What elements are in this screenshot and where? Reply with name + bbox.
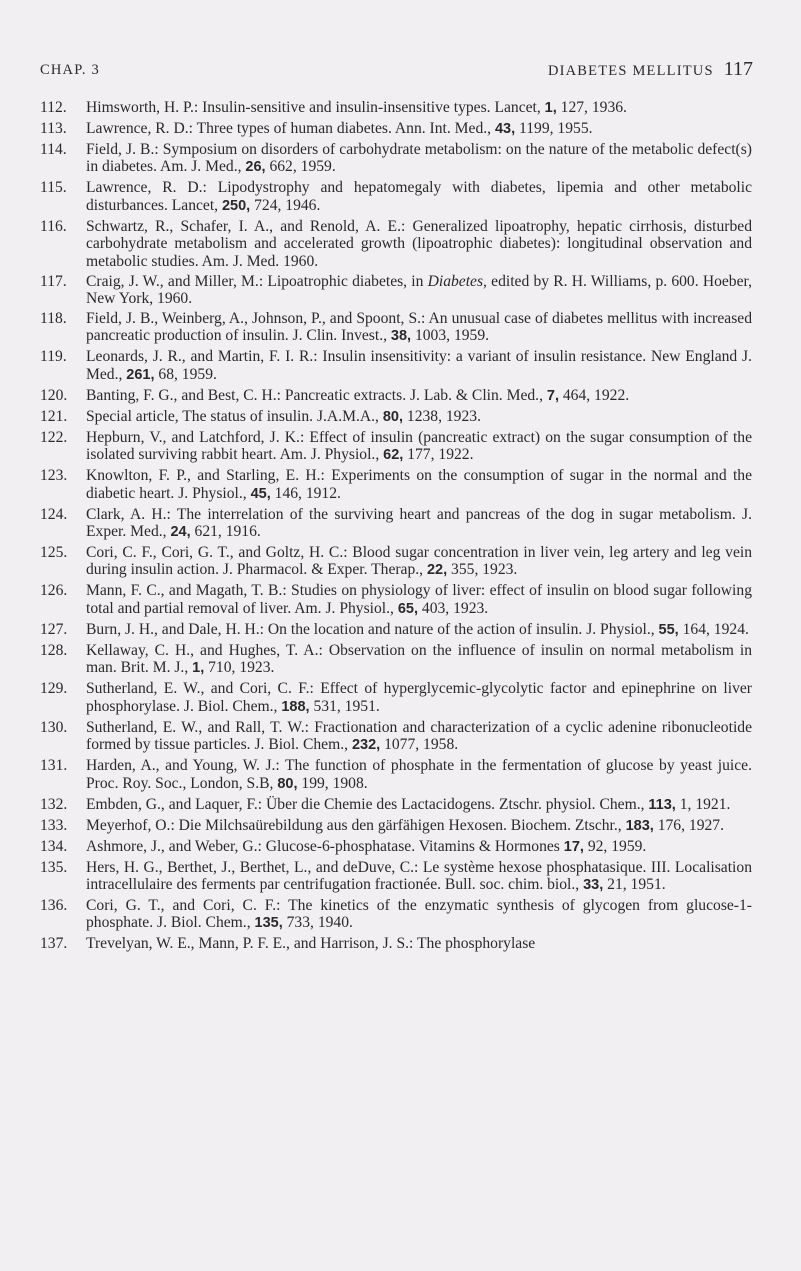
reference-volume: 1, (192, 660, 205, 677)
reference-entry (40, 582, 752, 618)
reference-volume: 55, (658, 621, 679, 638)
reference-number: 122. (40, 428, 68, 446)
reference-number: 124. (40, 505, 68, 523)
reference-volume: 1, (544, 100, 557, 116)
reference-pages-year: 355, 1923. (447, 561, 518, 579)
reference-entry (40, 348, 752, 384)
reference-entry (40, 429, 752, 465)
reference-number: 126. (40, 582, 68, 600)
reference-number: 118. (40, 310, 67, 328)
reference-number: 117. (40, 272, 67, 290)
reference-number: 120. (40, 386, 68, 404)
reference-text: Kellaway, C. H., and Hughes, T. A.: Observation on the influence of insulin on normal metabolism in man. Brit. M. J., (86, 641, 752, 677)
reference-text: Clark, A. H.: The interrelation of the surviving heart and pancreas of the dog in sugar metabolism. J. Exper. Med., (86, 505, 752, 541)
reference-pages-year: 621, 1916. (190, 523, 261, 541)
reference-entry (40, 621, 752, 639)
chapter-label: CHAP. 3 (40, 62, 100, 78)
reference-pages-year: 1238, 1923. (403, 407, 481, 425)
reference-entry (40, 719, 752, 755)
reference-number: 125. (40, 544, 68, 562)
reference-volume: 7, (546, 387, 559, 404)
reference-text: Field, J. B., Weinberg, A., Johnson, P., and Spoont, S.: An unusual case of diabetes mellitus with increased pancreatic production of insulin. J. Clin. Invest., (86, 310, 752, 345)
reference-number: 121. (40, 407, 68, 425)
reference-text: Sutherland, E. W., and Rall, T. W.: Fractionation and characterization of a cyclic adenine ribonucleotide formed by tissue particles. J. Biol. Chem., (86, 718, 752, 754)
reference-volume: 232, (351, 737, 381, 754)
reference-pages-year: 146, 1912. (270, 484, 341, 502)
reference-volume: 62, (383, 447, 404, 464)
reference-entry (40, 141, 752, 177)
reference-volume: 22, (426, 562, 448, 579)
reference-volume: 65, (397, 600, 419, 617)
reference-entry (40, 467, 752, 503)
reference-number: 112. (40, 99, 67, 116)
reference-pages-year: 127, 1936. (556, 99, 627, 116)
reference-number: 128. (40, 641, 68, 659)
reference-entry (40, 218, 752, 270)
reference-number: 131. (40, 757, 68, 775)
reference-number: 136. (40, 896, 68, 914)
reference-entry (40, 544, 752, 580)
reference-entry (40, 408, 752, 426)
reference-text: Special article, The status of insulin. J.A.M.A., (86, 407, 383, 425)
reference-pages-year: 464, 1922. (558, 386, 630, 404)
reference-entry (40, 120, 752, 138)
reference-list (40, 99, 752, 955)
reference-text: Sutherland, E. W., and Cori, C. F.: Effect of hyperglycemic-glycolytic factor and epinephrine on liver phosphorylase. J. Biol. Chem., (86, 680, 752, 715)
reference-volume: 183, (625, 817, 654, 834)
reference-number: 114. (40, 141, 67, 158)
reference-volume: 188, (281, 698, 310, 715)
reference-entry (40, 859, 752, 895)
reference-text: Hers, H. G., Berthet, J., Berthet, L., and deDuve, C.: Le système hexose phosphatasique. III. Localisation intracellulaire des ferments par centrifugation fractionée. Bull. soc. chim. biol., (86, 858, 752, 893)
reference-text: Knowlton, F. P., and Starling, E. H.: Experiments on the consumption of sugar in the normal and the diabetic heart. J. Physiol., (86, 467, 752, 502)
reference-volume: 113, (648, 796, 676, 813)
reference-volume: 45, (250, 485, 271, 502)
reference-text: Burn, J. H., and Dale, H. H.: On the location and nature of the action of insulin. J. Physiol., (86, 620, 659, 638)
reference-pages-year: 176, 1927. (653, 816, 724, 834)
reference-entry (40, 387, 752, 405)
reference-pages-year: 1077, 1958. (380, 736, 459, 754)
reference-text: Meyerhof, O.: Die Milchsaürebildung aus den gärfähigen Hexosen. Biochem. Ztschr., (86, 816, 626, 834)
reference-number: 135. (40, 858, 68, 876)
reference-text: Field, J. B.: Symposium on disorders of carbohydrate metabolism: on the nature of the metabolic defect(s) in diabetes. Am. J. Med., (86, 141, 752, 176)
reference-entry (40, 179, 752, 215)
reference-pages-year: 1199, 1955. (515, 120, 593, 137)
reference-volume: 250, (221, 197, 251, 214)
reference-text: Mann, F. C., and Magath, T. B.: Studies on physiology of liver: effect of insulin on blood sugar following total and partial removal of liver. Am. J. Physiol., (86, 582, 752, 617)
reference-volume: 33, (583, 876, 604, 893)
reference-volume: 26, (245, 159, 266, 176)
reference-entry (40, 817, 752, 835)
reference-entry (40, 935, 752, 952)
reference-number: 137. (40, 935, 68, 953)
reference-number: 134. (40, 837, 68, 855)
reference-pages-year: 403, 1923. (418, 599, 489, 617)
reference-entry (40, 757, 752, 793)
reference-number: 113. (40, 120, 67, 137)
reference-text: Cori, C. F., Cori, G. T., and Goltz, H. C.: Blood sugar concentration in liver vein, leg artery and leg vein during insulin action. J. Pharmacol. & Exper. Therap., (86, 544, 752, 579)
reference-entry (40, 273, 752, 308)
reference-text: Craig, J. W., and Miller, M.: Lipoatrophic diabetes, in (86, 272, 428, 290)
reference-volume: 261, (126, 366, 155, 383)
reference-number: 116. (40, 217, 67, 235)
reference-number: 119. (40, 348, 67, 366)
reference-volume: 24, (170, 524, 191, 541)
reference-entry (40, 838, 752, 856)
reference-book-title: Diabetes, (427, 272, 487, 290)
reference-number: 129. (40, 680, 68, 698)
running-title (548, 58, 753, 81)
reference-volume: 38, (390, 328, 412, 345)
reference-volume: 80, (277, 775, 298, 792)
reference-number: 133. (40, 816, 68, 834)
reference-entry (40, 796, 752, 814)
reference-text: Hepburn, V., and Latchford, J. K.: Effect of insulin (pancreatic extract) on the sugar consumption of the isolated surviving rabbit heart. Am. J. Physiol., (86, 428, 752, 464)
reference-number: 127. (40, 620, 68, 638)
reference-pages-year: 177, 1922. (403, 446, 474, 464)
reference-pages-year: 68, 1959. (154, 365, 217, 383)
reference-text: edited by R. H. Williams, p. 600. Hoeber, New York, 1960. (86, 272, 752, 308)
reference-text: Harden, A., and Young, W. J.: The function of phosphate in the fermentation of glucose by yeast juice. Proc. Roy. Soc., London, S.B, (86, 757, 752, 792)
reference-volume: 135, (254, 915, 283, 932)
reference-pages-year: 1, 1921. (675, 795, 731, 813)
reference-entry (40, 680, 752, 716)
section-title: DIABETES MELLITUS (547, 63, 714, 79)
reference-text: Lawrence, R. D.: Three types of human diabetes. Ann. Int. Med., (86, 120, 495, 137)
reference-entry (40, 642, 752, 678)
reference-pages-year: 710, 1923. (204, 659, 275, 677)
reference-number: 115. (40, 179, 67, 197)
reference-text: Trevelyan, W. E., Mann, P. F. E., and Harrison, J. S.: The phosphorylase (86, 935, 536, 953)
reference-number: 132. (40, 795, 68, 813)
reference-pages-year: 199, 1908. (297, 774, 368, 792)
reference-pages-year: 92, 1959. (583, 837, 647, 855)
reference-text: Ashmore, J., and Weber, G.: Glucose-6-phosphatase. Vitamins & Hormones (86, 837, 564, 855)
reference-pages-year: 733, 1940. (282, 914, 353, 932)
reference-text: Banting, F. G., and Best, C. H.: Pancreatic extracts. J. Lab. & Clin. Med., (86, 386, 547, 404)
reference-volume: 80, (382, 408, 403, 425)
reference-volume: 43, (494, 121, 516, 137)
reference-pages-year: 21, 1951. (603, 875, 666, 893)
reference-text: Leonards, J. R., and Martin, F. I. R.: Insulin insensitivity: a variant of insulin resistance. New England J. Med., (86, 348, 752, 383)
reference-pages-year: 1003, 1959. (411, 327, 490, 345)
reference-text: Schwartz, R., Schafer, I. A., and Renold, A. E.: Generalized lipoatrophy, hepatic cirrhosis, disturbed carbohydrate metabolism and accelerated growth (lipoatrophic diabetes): longitudinal observation and metabolic studies. Am. J. Med. 1960. (86, 217, 752, 270)
reference-number: 130. (40, 718, 68, 736)
reference-text: Himsworth, H. P.: Insulin-sensitive and insulin-insensitive types. Lancet, (86, 99, 545, 116)
reference-pages-year: 724, 1946. (250, 196, 321, 214)
reference-entry (40, 99, 752, 117)
reference-pages-year: 531, 1951. (309, 697, 380, 715)
reference-entry (40, 506, 752, 542)
running-header (40, 58, 753, 88)
reference-entry (40, 310, 752, 346)
reference-text: Lawrence, R. D.: Lipodystrophy and hepatomegaly with diabetes, lipemia and other metabolic disturbances. Lancet, (86, 179, 752, 214)
reference-number: 123. (40, 467, 68, 485)
reference-volume: 17, (563, 838, 584, 855)
page-number: 117 (723, 58, 753, 80)
reference-text: Cori, G. T., and Cori, C. F.: The kinetics of the enzymatic synthesis of glycogen from glucose-1-phosphate. J. Biol. Chem., (86, 896, 752, 932)
reference-entry (40, 897, 752, 933)
reference-text: Embden, G., and Laquer, F.: Über die Chemie des Lactacidogens. Ztschr. physiol. Chem., (86, 795, 649, 813)
reference-pages-year: 662, 1959. (265, 158, 336, 176)
reference-pages-year: 164, 1924. (678, 620, 749, 638)
